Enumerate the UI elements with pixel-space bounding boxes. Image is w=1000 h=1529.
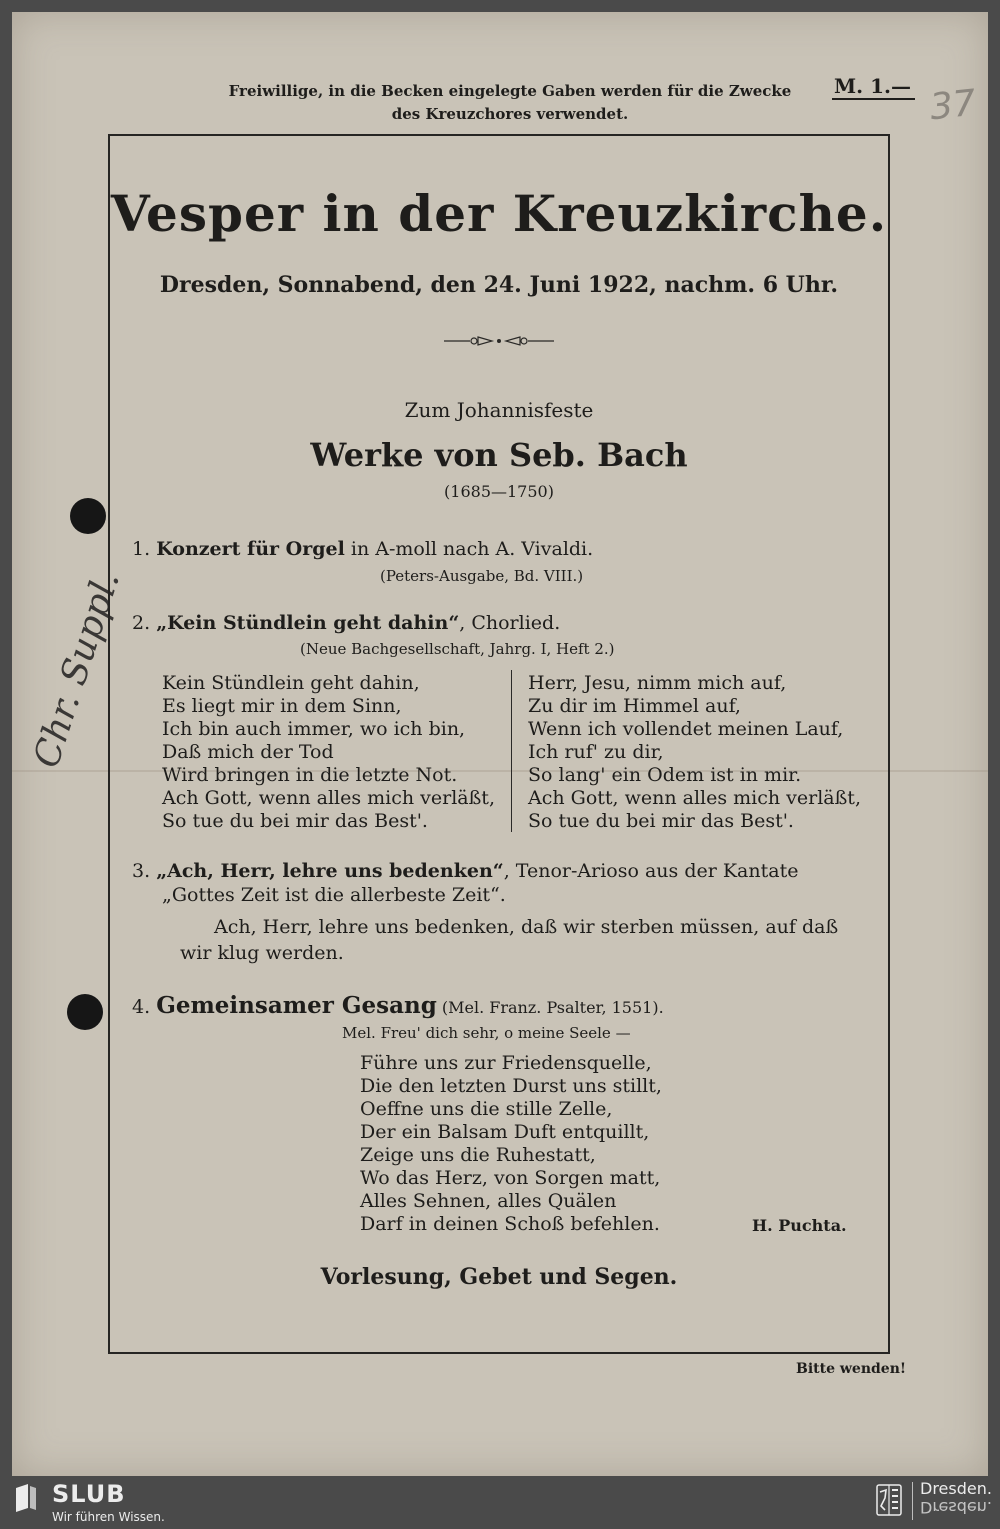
melody-note: Mel. Freu' dich sehr, o meine Seele — — [342, 1024, 631, 1042]
archive-number: 37 — [927, 82, 978, 129]
please-turn-note: Bitte wenden! — [796, 1361, 907, 1377]
occasion: Zum Johannisfeste — [404, 398, 594, 422]
item-number: 3. — [132, 860, 151, 882]
item-number: 4. — [132, 996, 151, 1018]
viewer-footer-bar — [0, 1476, 1000, 1529]
item-number: 2. — [132, 612, 151, 634]
item-description: , Chorlied. — [459, 612, 561, 634]
price-label: M. 1.— — [832, 74, 915, 100]
verse-line: Wenn ich vollendet meinen Lauf, — [528, 718, 844, 740]
item-description: , Tenor-Arioso aus der Kantate — [503, 860, 799, 882]
verse-divider — [511, 670, 512, 832]
verse-line: Die den letzten Durst uns stillt, — [360, 1075, 662, 1097]
item-title: Konzert für Orgel — [156, 538, 345, 560]
works-heading: Werke von Seb. Bach — [310, 436, 688, 474]
verse-line: Daß mich der Tod — [162, 741, 334, 763]
verse-line: Darf in deinen Schoß befehlen. — [360, 1213, 660, 1235]
dresden-name-reflection: Dresden. — [920, 1498, 992, 1517]
program-item-1 — [132, 538, 593, 560]
verse-left — [162, 672, 495, 833]
verse-line: Wird bringen in die letzte Not. — [162, 764, 458, 786]
verse-line: Kein Stündlein geht dahin, — [162, 672, 420, 694]
hymn-author: H. Puchta. — [752, 1216, 847, 1235]
verse-line: Ich bin auch immer, wo ich bin, — [162, 718, 466, 740]
verse-line: Zu dir im Himmel auf, — [528, 695, 741, 717]
dresden-coat-of-arms-icon — [876, 1484, 902, 1518]
ornament-divider — [444, 334, 554, 348]
item-1-source: (Peters-Ausgabe, Bd. VIII.) — [380, 567, 584, 585]
hymn-verse — [360, 1052, 662, 1236]
verse-right — [528, 672, 861, 833]
item-3-cantata: „Gottes Zeit ist die allerbeste Zeit“. — [162, 884, 506, 906]
verse-line: Alles Sehnen, alles Quälen — [360, 1190, 617, 1212]
composer-years: (1685—1750) — [444, 482, 554, 501]
item-3-text: Ach, Herr, lehre uns bedenken, daß wir sterben müssen, auf daß wir klug werden. — [180, 916, 839, 964]
verse-line: Der ein Balsam Duft entquillt, — [360, 1121, 650, 1143]
program-frame — [108, 134, 890, 1354]
program-item-4 — [132, 992, 664, 1019]
verse-line: Ach Gott, wenn alles mich verläßt, — [162, 787, 495, 809]
verse-line: Oeffne uns die stille Zelle, — [360, 1098, 613, 1120]
punch-hole-top — [70, 498, 106, 534]
item-description: (Mel. Franz. Psalter, 1551). — [436, 998, 664, 1017]
punch-hole-bottom — [67, 994, 103, 1030]
program-date: Dresden, Sonnabend, den 24. Juni 1922, nachm. 6 Uhr. — [159, 272, 839, 298]
item-number: 1. — [132, 538, 151, 560]
dresden-name[interactable]: Dresden. — [920, 1479, 992, 1498]
item-title: „Ach, Herr, lehre uns bedenken“ — [156, 860, 504, 882]
item-title: „Kein Stündlein geht dahin“ — [156, 612, 460, 634]
program-title: Vesper in der Kreuzkirche. — [110, 184, 888, 243]
verse-line: Wo das Herz, von Sorgen matt, — [360, 1167, 661, 1189]
verse-line: Ich ruf' zu dir, — [528, 741, 664, 763]
item-title: Gemeinsamer Gesang — [156, 992, 437, 1019]
slub-logo-icon — [14, 1484, 38, 1512]
verse-line: So tue du bei mir das Best'. — [162, 810, 428, 832]
notice-line-1: Freiwillige, in die Becken eingelegte Gaben werden für die Zwecke — [228, 82, 792, 100]
verse-line: Zeige uns die Ruhestatt, — [360, 1144, 596, 1166]
donation-notice — [170, 80, 850, 126]
verse-line: Ach Gott, wenn alles mich verläßt, — [528, 787, 861, 809]
closing-line: Vorlesung, Gebet und Segen. — [320, 1264, 678, 1290]
item-description: in A-moll nach A. Vivaldi. — [344, 538, 594, 560]
verse-line: So lang' ein Odem ist in mir. — [528, 764, 802, 786]
slub-tagline: Wir führen Wissen. — [52, 1510, 165, 1524]
program-item-3 — [132, 860, 798, 882]
verse-line: Führe uns zur Friedensquelle, — [360, 1052, 652, 1074]
notice-line-2: des Kreuzchores verwendet. — [391, 105, 629, 123]
slub-name[interactable]: SLUB — [52, 1480, 126, 1508]
verse-line: Herr, Jesu, nimm mich auf, — [528, 672, 787, 694]
verse-line: Es liegt mir in dem Sinn, — [162, 695, 402, 717]
handwritten-note: Chr. Suppl. — [26, 566, 128, 773]
item-2-source: (Neue Bachgesellschaft, Jahrg. I, Heft 2.) — [300, 640, 615, 658]
verse-line: So tue du bei mir das Best'. — [528, 810, 794, 832]
footer-separator — [912, 1482, 913, 1520]
program-item-2 — [132, 612, 560, 634]
